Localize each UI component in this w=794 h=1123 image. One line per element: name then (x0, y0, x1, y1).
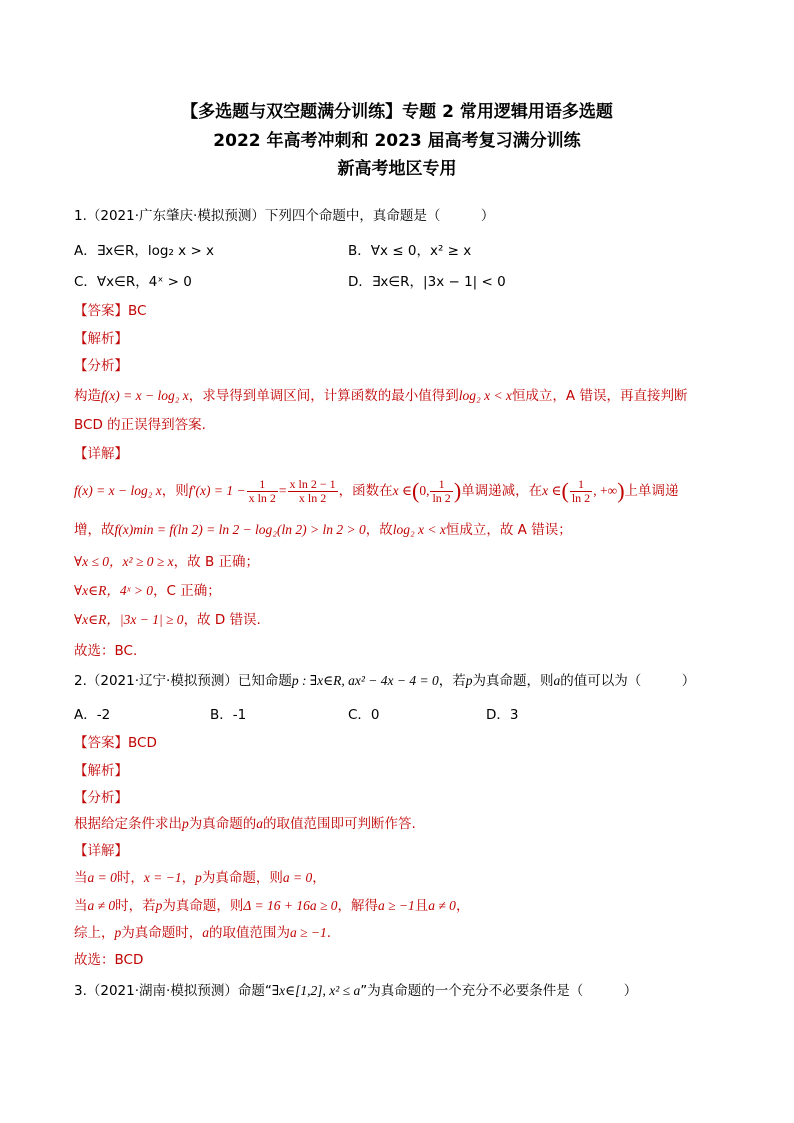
q1-choose: 故选：BC. (74, 643, 138, 659)
q2-jiexi-label: 【解析】 (74, 763, 128, 779)
q1-option-b: B．∀x ≤ 0，x² ≥ x (348, 243, 472, 259)
q1-option-a: A．∃x∈R，log₂ x > x (74, 243, 215, 259)
text-span: 上单调递 (624, 483, 679, 499)
fraction-numerator: 1 (247, 478, 278, 492)
fraction-numerator: 1 (430, 478, 452, 492)
text-span: 综上， (74, 925, 115, 941)
q2-detail-line-1 (74, 868, 326, 888)
q1-detail-line-5 (74, 610, 261, 630)
q1-option-c: C．∀x∈R，4ˣ > 0 (74, 274, 192, 290)
math-expr: a ≠ 0 (87, 898, 116, 913)
math-expr: = (278, 483, 287, 498)
text-span: 时， (116, 870, 144, 886)
q1-fenxi-label: 【分析】 (74, 358, 128, 374)
q2-stem (74, 671, 695, 691)
q1-detail-line-2 (74, 520, 572, 540)
page-title-line-2: 2022 年高考冲刺和 2023 届高考复习满分训练 (213, 131, 581, 151)
q1-detail-line-4 (74, 581, 221, 601)
text-span: 恒成立，A 错误，再直接判断 (511, 388, 688, 404)
fraction (430, 478, 452, 505)
fraction-denominator: x ln 2 (298, 490, 327, 505)
left-paren-glyph: ( (412, 478, 420, 503)
fraction-denominator: ln 2 (571, 490, 591, 505)
math-expr: x = −1 (143, 870, 182, 885)
page-title-line-1: 【多选题与双空题满分训练】专题 2 常用逻辑用语多选题 (181, 102, 613, 122)
text-span: 当 (74, 898, 88, 914)
q2-detail-line-3 (74, 923, 331, 943)
text-span: 的值可以为（ ） (560, 673, 696, 689)
text-span: ，若 (438, 673, 466, 689)
q1-analysis-line-2: BCD 的正误得到答案. (74, 417, 206, 433)
q1-detail-line-1 (74, 474, 679, 508)
q2-option-d: D．3 (486, 707, 519, 723)
fraction-numerator: x ln 2 − 1 (289, 476, 336, 491)
text-span: 恒成立，故 A 错误； (445, 522, 572, 538)
fraction (247, 478, 278, 505)
q1-option-d: D．∃x∈R，|3x − 1| < 0 (348, 274, 506, 290)
text-span: . (326, 925, 332, 941)
right-paren-glyph: ) (453, 478, 462, 503)
math-expr: a ≥ −1 (290, 925, 327, 940)
fraction-numerator: 1 (570, 478, 592, 492)
math-expr: a (553, 673, 561, 688)
math-expr: p : ∃x∈R, ax² − 4x − 4 = 0 (291, 673, 439, 688)
q2-fenxi-label: 【分析】 (74, 790, 128, 806)
fraction (570, 478, 592, 505)
q1-answer: 【答案】BC (74, 303, 147, 319)
text-span: 为真命题，则 (201, 870, 283, 886)
math-expr: a = 0 (87, 870, 117, 885)
math-expr: ∀x∈R，|3x − 1| ≥ 0 (74, 612, 184, 627)
math-expr: f(x)min = f(ln 2) = ln 2 − log₂(ln 2) > ln 2 > 0 (114, 522, 366, 537)
math-expr: p (465, 673, 473, 688)
q2-option-c: C．0 (348, 707, 380, 723)
text-span: ，函数在 (338, 483, 393, 499)
q2-choose: 故选：BCD (74, 952, 144, 968)
math-expr: log₂ x < x (392, 522, 446, 537)
text-span: 时，若 (115, 898, 156, 914)
text-span: 3.（2021·湖南·模拟预测）命题“ (74, 983, 272, 999)
math-expr: a (256, 816, 263, 831)
text-span: 单调递减，在 (461, 483, 543, 499)
text-span: 的取值范围即可判断作答. (263, 816, 416, 832)
text-span: ，则 (161, 483, 189, 499)
math-expr: a (202, 925, 209, 940)
q2-xiangjie-label: 【详解】 (74, 843, 128, 859)
math-expr: a = 0 (282, 870, 313, 885)
text-span: 为真命题的 (188, 816, 257, 832)
text-span: 当 (74, 870, 88, 886)
math-expr: f′(x) = 1 − (188, 483, 246, 498)
text-span: ， (455, 898, 470, 914)
math-expr: , +∞ (593, 483, 618, 498)
text-span: 根据给定条件求出 (74, 816, 182, 832)
q2-option-b: B．-1 (210, 707, 247, 723)
q2-answer: 【答案】BCD (74, 735, 157, 751)
text-span: ， (312, 870, 326, 886)
text-span: 2.（2021·辽宁·模拟预测）已知命题 (74, 673, 292, 689)
math-expr: x ∈ (542, 483, 562, 498)
text-span: ，解得 (337, 898, 378, 914)
math-expr: p (114, 925, 122, 940)
text-span: 构造 (74, 388, 101, 404)
math-expr: ∀x ≤ 0，x² ≥ 0 ≥ x (74, 554, 174, 569)
text-span: ，求导得到单调区间，计算函数的最小值得到 (188, 388, 459, 404)
math-expr: f(x) = x − log₂ x (74, 483, 162, 498)
q2-detail-line-2 (74, 896, 469, 916)
math-expr: 0, (419, 483, 430, 498)
text-span: 的取值范围为 (209, 925, 290, 941)
q1-detail-line-3 (74, 552, 259, 572)
text-span: 且 (414, 898, 429, 914)
math-expr: x ∈ (392, 483, 413, 498)
text-span: 为真命题，则 (472, 673, 554, 689)
math-expr: p (182, 816, 189, 831)
q1-analysis-line-1 (74, 386, 687, 406)
left-paren-glyph: ( (561, 478, 569, 503)
math-expr: p (155, 898, 163, 913)
text-span: ，C 正确； (153, 583, 221, 599)
text-span: 为真命题，则 (162, 898, 244, 914)
fraction-denominator: ln 2 (432, 490, 451, 505)
page-title-line-3: 新高考地区专用 (337, 159, 457, 179)
math-expr: p (195, 870, 202, 885)
text-span: ，故 B 正确； (173, 554, 260, 570)
right-paren-glyph: ) (617, 478, 625, 503)
fraction-denominator: x ln 2 (248, 490, 276, 505)
text-span: ”为真命题的一个充分不必要条件是（ ） (360, 983, 638, 999)
q2-analysis (74, 814, 416, 834)
q2-option-a: A．-2 (74, 707, 111, 723)
q1-jiexi-label: 【解析】 (74, 331, 128, 347)
text-span: 增，故 (74, 522, 115, 538)
text-span: 为真命题时， (121, 925, 203, 941)
math-expr: Δ = 16 + 16a ≥ 0 (243, 898, 338, 913)
math-expr: a ≥ −1 (377, 898, 415, 913)
math-expr: f(x) = x − log₂ x (101, 388, 189, 403)
text-span: ，故 D 错误. (183, 612, 261, 628)
fraction (288, 478, 338, 505)
math-expr: ∀x∈R，4ˣ > 0 (74, 583, 154, 598)
math-expr: ∃x∈[1,2], x² ≤ a (271, 983, 361, 998)
q3-stem (74, 981, 637, 1001)
q1-stem: 1.（2021·广东肇庆·模拟预测）下列四个命题中，真命题是（ ） (74, 208, 495, 224)
math-expr: log₂ x < x (458, 388, 512, 403)
text-span: ，故 (365, 522, 393, 538)
math-expr: a ≠ 0 (428, 898, 456, 913)
text-span: ， (181, 870, 196, 886)
q1-xiangjie-label: 【详解】 (74, 446, 128, 462)
